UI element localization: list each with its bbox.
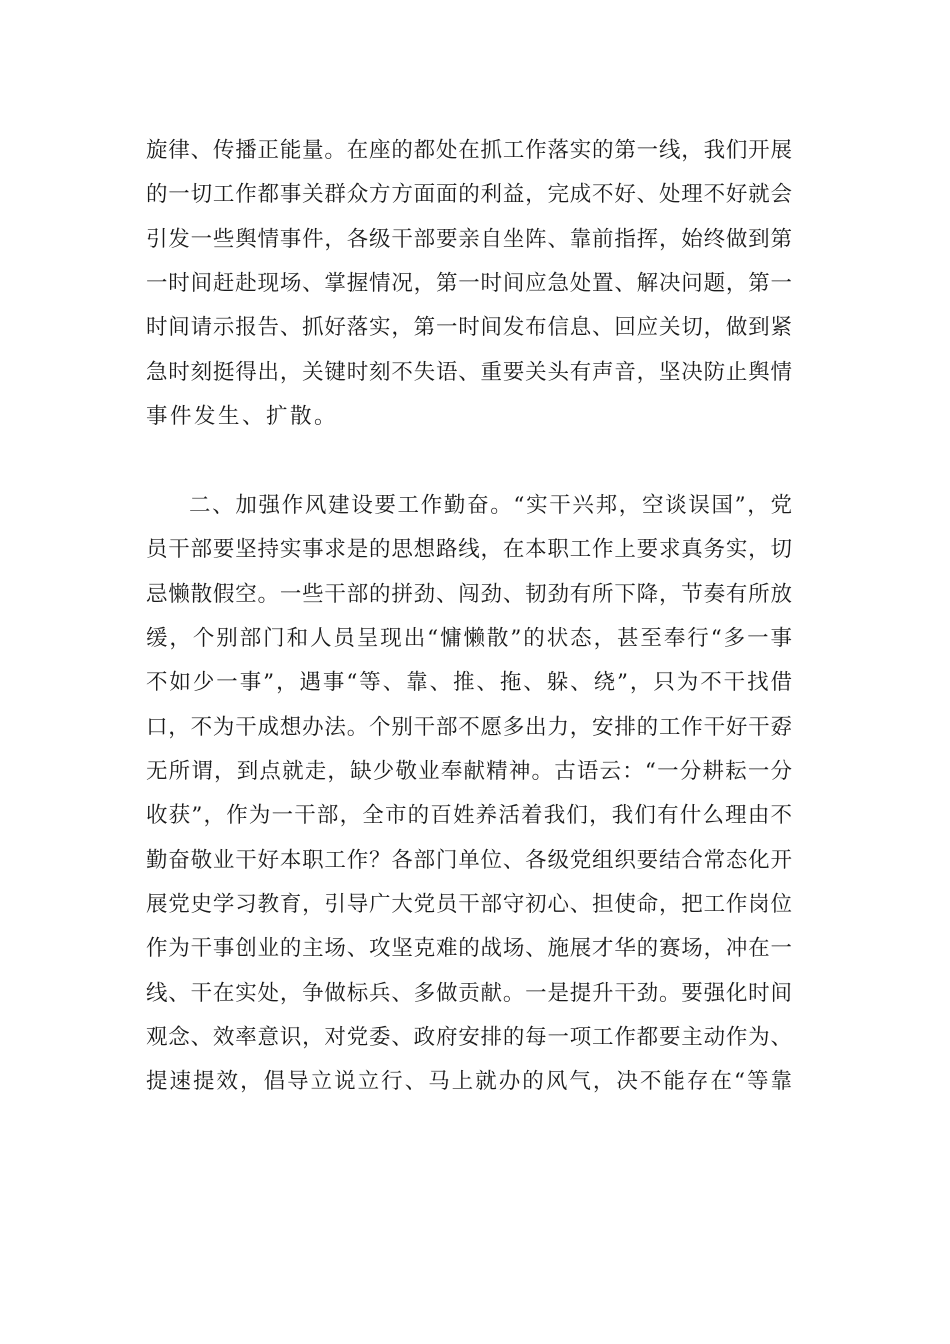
text-line: 展党史学习教育，引导广大党员干部守初心、担使命，把工作岗位 xyxy=(146,892,792,917)
text-line: 收获”，作为一干部，全市的百姓养活着我们，我们有什么理由不 xyxy=(146,803,792,828)
text-line: 无所谓，到点就走，缺少敬业奉献精神。古语云：“一分耕耘一分 xyxy=(146,759,792,784)
text-line: 二、加强作风建设要工作勤奋。“实干兴邦，空谈误国”，党 xyxy=(189,493,792,518)
text-line: 急时刻挺得出，关键时刻不失语、重要关头有声音，坚决防止舆情 xyxy=(146,360,792,385)
text-line: 的一切工作都事关群众方方面面的利益，完成不好、处理不好就会 xyxy=(146,182,792,207)
text-line: 忌懒散假空。一些干部的拼劲、闯劲、韧劲有所下降，节奏有所放 xyxy=(146,582,792,607)
text-line: 事件发生、扩散。 xyxy=(146,404,339,429)
text-line: 提速提效，倡导立说立行、马上就办的风气，决不能存在“等靠 xyxy=(146,1069,792,1094)
text-line: 时间请示报告、抓好落实，第一时间发布信息、回应关切，做到紧 xyxy=(146,315,792,340)
text-line: 引发一些舆情事件，各级干部要亲自坐阵、靠前指挥，始终做到第 xyxy=(146,227,792,252)
text-line: 口，不为干成想办法。个别干部不愿多出力，安排的工作干好干孬 xyxy=(146,715,792,740)
text-line: 作为干事创业的主场、攻坚克难的战场、施展才华的赛场，冲在一 xyxy=(146,936,792,961)
text-line: 勤奋敬业干好本职工作？各部门单位、各级党组织要结合常态化开 xyxy=(146,848,792,873)
text-line: 员干部要坚持实事求是的思想路线，在本职工作上要求真务实，切 xyxy=(146,537,792,562)
text-line: 缓，个别部门和人员呈现出“慵懒散”的状态，甚至奉行“多一事 xyxy=(146,626,792,651)
text-line: 线、干在实处，争做标兵、多做贡献。一是提升干劲。要强化时间 xyxy=(146,981,792,1006)
text-line: 不如少一事”，遇事“等、靠、推、拖、躲、绕”，只为不干找借 xyxy=(146,670,792,695)
text-line: 旋律、传播正能量。在座的都处在抓工作落实的第一线，我们开展 xyxy=(146,138,792,163)
text-line: 一时间赶赴现场、掌握情况，第一时间应急处置、解决问题，第一 xyxy=(146,271,792,296)
text-line: 观念、效率意识，对党委、政府安排的每一项工作都要主动作为、 xyxy=(146,1025,792,1050)
